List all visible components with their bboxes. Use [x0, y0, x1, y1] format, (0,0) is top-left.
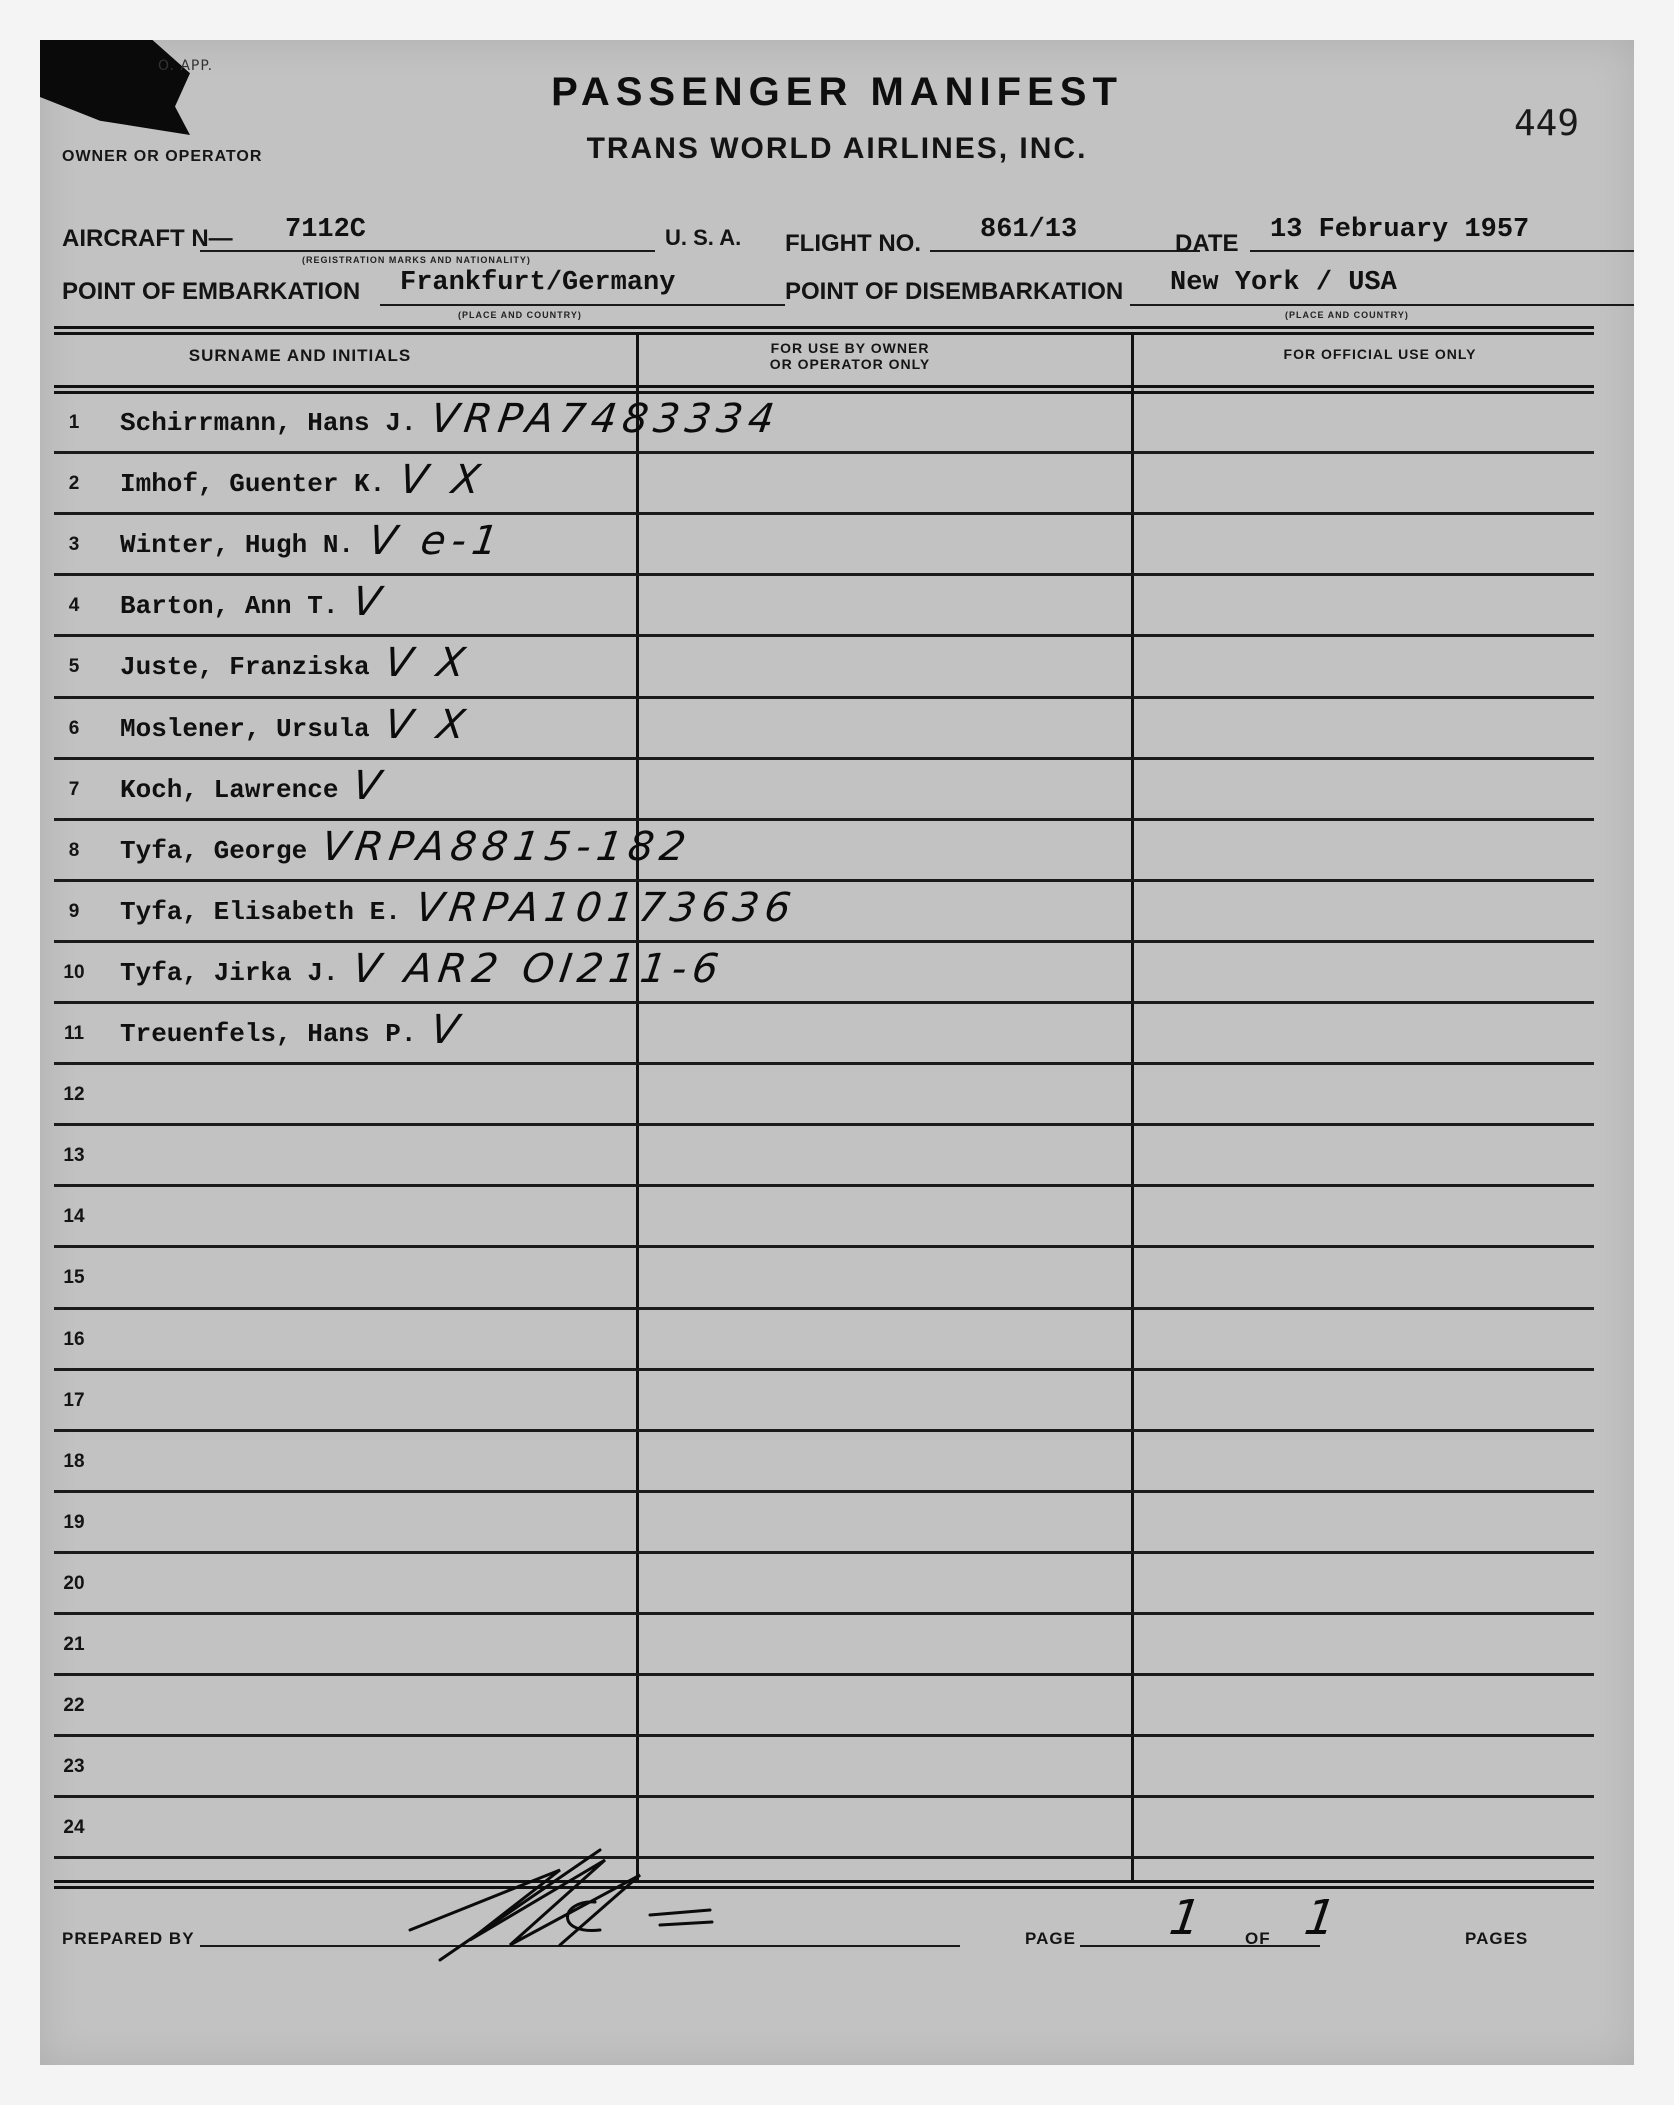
row-number: 13	[63, 1145, 85, 1167]
handwritten-annotation: VRPA7483334	[428, 396, 784, 442]
passenger-name: Treuenfels, Hans P.	[120, 1019, 417, 1049]
aircraft-label: AIRCRAFT N—	[62, 225, 233, 252]
disembarkation-label: POINT OF DISEMBARKATION	[785, 278, 1124, 305]
handwritten-annotation: VRPA10173636	[412, 884, 800, 931]
disembarkation-caption: (PLACE AND COUNTRY)	[1285, 310, 1409, 320]
row-number: 23	[63, 1756, 85, 1778]
page-value: 1	[1166, 1890, 1211, 1946]
row-number: 14	[63, 1206, 85, 1228]
handwritten-annotation: V e-1	[365, 518, 507, 565]
row-number: 22	[63, 1695, 85, 1717]
form-code: O. APP.	[158, 58, 214, 74]
passenger-name: Schirrmann, Hans J.	[120, 408, 417, 438]
document-title: PASSENGER MANIFEST	[551, 70, 1123, 114]
of-value: 1	[1301, 1890, 1346, 1946]
row-number: 7	[68, 778, 80, 800]
handwritten-annotation: V AR2 OI211-6	[350, 945, 728, 992]
country-label: U. S. A.	[665, 225, 742, 250]
airline-name: TRANS WORLD AIRLINES, INC.	[586, 132, 1088, 165]
signature-graphic	[40, 40, 1634, 2065]
row-number: 4	[68, 595, 80, 617]
handwritten-annotation: V	[350, 762, 390, 809]
row-number: 17	[63, 1389, 85, 1411]
passenger-name: Imhof, Guenter K.	[120, 469, 386, 500]
row-number: 15	[63, 1267, 85, 1289]
date-label: DATE	[1175, 230, 1239, 257]
embarkation-caption: (PLACE AND COUNTRY)	[458, 310, 582, 320]
passenger-name: Tyfa, George	[120, 835, 308, 866]
row-number: 8	[68, 839, 80, 861]
row-number: 11	[63, 1023, 85, 1044]
row-number: 6	[68, 717, 80, 739]
surname-column-header: SURNAME AND INITIALS	[188, 346, 412, 365]
passenger-name: Winter, Hugh N.	[120, 530, 355, 561]
row-number: 20	[63, 1572, 85, 1594]
row-number: 2	[68, 473, 80, 495]
row-number: 16	[63, 1328, 85, 1350]
owner-use-header-line-1: FOR USE BY OWNER	[770, 340, 930, 356]
embarkation-label: POINT OF EMBARKATION	[62, 278, 361, 305]
disembarkation-value: New York / USA	[1170, 268, 1397, 298]
passenger-name: Juste, Franziska	[120, 652, 370, 683]
aircraft-caption: (REGISTRATION MARKS AND NATIONALITY)	[302, 255, 531, 265]
row-number: 9	[68, 900, 80, 922]
aircraft-value: 7112C	[285, 215, 367, 245]
prepared-by-signature	[410, 1850, 712, 1960]
passenger-name: Tyfa, Elisabeth E.	[120, 896, 401, 927]
page-stamp-number: 449	[1514, 103, 1580, 144]
passenger-name: Koch, Lawrence	[120, 774, 339, 805]
flight-no-label: FLIGHT NO.	[785, 230, 921, 257]
official-use-column-header: FOR OFFICIAL USE ONLY	[1283, 346, 1477, 362]
page-label: PAGE	[1025, 1929, 1076, 1948]
handwritten-annotation: V	[350, 579, 390, 626]
row-number: 5	[68, 656, 80, 678]
passenger-name: Barton, Ann T.	[120, 591, 339, 622]
row-number: 18	[63, 1450, 85, 1472]
owner-use-header-line-2: OR OPERATOR ONLY	[769, 356, 931, 372]
row-number: 19	[63, 1511, 85, 1533]
row-number: 10	[63, 961, 85, 983]
handwritten-annotation: VRPA8815-182	[318, 823, 695, 870]
handwritten-annotation: V	[428, 1007, 468, 1053]
handwritten-annotation: V X	[396, 457, 489, 504]
row-number: 21	[63, 1634, 85, 1655]
row-number: 24	[63, 1817, 85, 1839]
pages-label: PAGES	[1465, 1929, 1529, 1948]
of-label: OF	[1245, 1929, 1271, 1948]
embarkation-value: Frankfurt/Germany	[400, 268, 676, 298]
handwritten-annotation: V X	[381, 640, 474, 687]
prepared-by-label: PREPARED BY	[62, 1929, 195, 1948]
passenger-name: Tyfa, Jirka J.	[120, 957, 339, 988]
row-number: 12	[63, 1084, 85, 1106]
handwritten-annotation: V X	[381, 701, 474, 748]
row-number: 1	[68, 412, 80, 433]
owner-operator-label: OWNER OR OPERATOR	[62, 148, 263, 165]
flight-no-value: 861/13	[980, 215, 1078, 245]
manifest-sheet	[40, 40, 1634, 2065]
row-number: 3	[68, 534, 80, 556]
date-value: 13 February 1957	[1270, 215, 1530, 245]
passenger-name: Moslener, Ursula	[120, 713, 370, 744]
